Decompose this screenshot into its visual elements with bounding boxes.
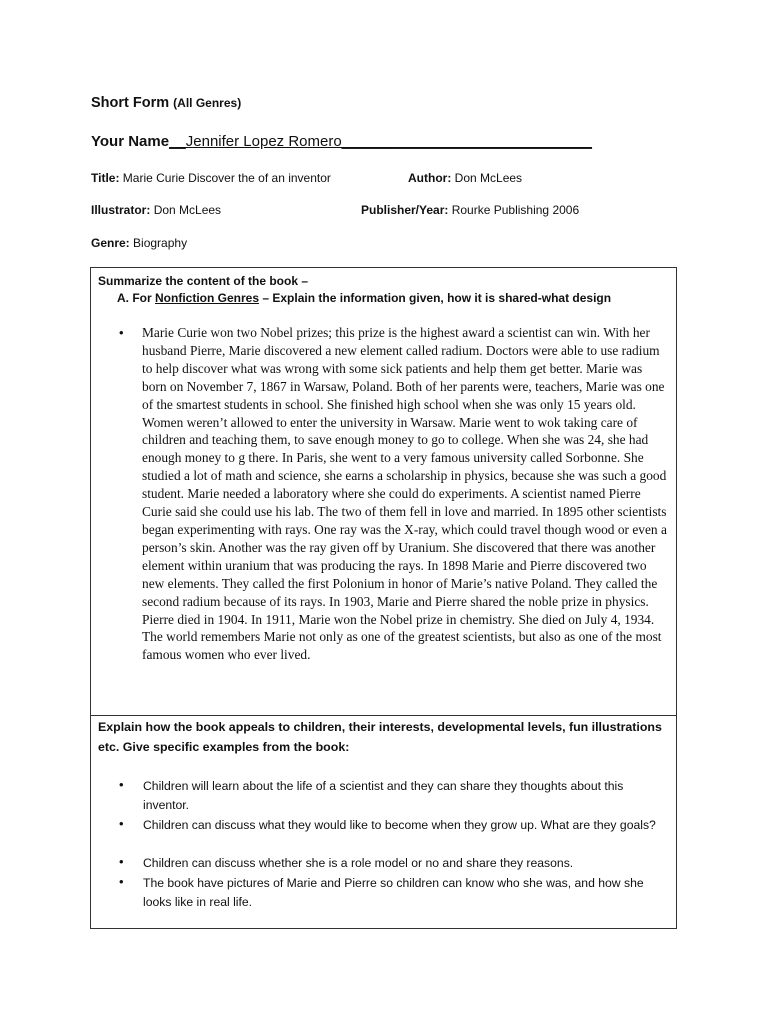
bullet-glyph: •: [119, 874, 124, 889]
bullet-glyph: •: [119, 325, 124, 340]
author-field: [408, 171, 522, 185]
genre-value: Biography: [133, 236, 188, 250]
section-divider: [91, 715, 676, 716]
form-table: [90, 267, 677, 929]
book-title-value: Marie Curie Discover the of an inventor: [122, 171, 331, 185]
illustrator-field: [91, 203, 221, 217]
bullet-glyph: •: [119, 816, 124, 831]
publisher-field: [361, 203, 579, 217]
book-title-label: Title:: [91, 171, 120, 185]
nonfiction-prefix: A. For: [117, 291, 152, 305]
form-title: [91, 95, 241, 111]
author-label: Author:: [408, 171, 452, 185]
publisher-value: Rourke Publishing 2006: [451, 203, 580, 217]
nonfiction-prompt: [117, 289, 611, 307]
appeal-bullet-3: Children can discuss whether she is a role model or no and share they reasons.: [143, 856, 574, 870]
publisher-label: Publisher/Year:: [361, 203, 449, 217]
book-summary-text: Marie Curie won two Nobel prizes; this prize is the highest award a scientist can win. With her husband Pierre, Marie discovered a new element called radium. Doctors were able to use radium to help discover what was wrong with some sick patients and help them get better. Marie was born on November 7, 1867 in Warsaw, Poland. Both of her parents were, teachers, Marie was one of the smartest students in school. She finished high school when she was only 15 years old. Women weren’t allowed to enter the university in Warsaw. Marie went to wok taking care of children and teaching them, to save enough money to go to college. When she was 24, she had enough money to g there. In Paris, she went to a very famous university called Sorbonne. She studied a lot of math and science, she earns a scholarship in physics, because she was such a good student. Marie needed a laboratory where she could do experiments. A scientist named Pierre Curie said she could use his lab. The two of them fell in love and married. In 1895 other scientists began experimenting with rays. One ray was the X-ray, which could travel though wood or even a person’s skin. Another was the ray given off by Uranium. She discovered that there was another element within uranium that was producing the rays. In 1898 Marie and Pierre discovered two new elements. They called the first Polonium in honor of Marie’s native Poland. They called the second radium because of its rays. In 1903, Marie and Pierre shared the noble prize in physics. Pierre died in 1904. In 1911, Marie won the Nobel prize in chemistry. She died on July 4, 1934. The world remembers Marie not only as one of the greatest scientists, but also as one of the most famous women who ever lived.: [142, 325, 667, 663]
appeal-bullet-4: The book have pictures of Marie and Pierre so children can know who she was, and how she looks like in real life.: [143, 876, 644, 909]
illustrator-label: Illustrator:: [91, 203, 151, 217]
bullet-glyph: •: [119, 854, 124, 869]
your-name-label: Your Name: [91, 133, 170, 150]
summary-heading: Summarize the content of the book –: [98, 274, 309, 288]
form-title-sub: (All Genres): [173, 96, 242, 110]
appeal-bullet-2: Children can discuss what they would like to become when they grow up. What are they goals?: [143, 818, 656, 832]
genre-label: Genre:: [91, 236, 130, 250]
nonfiction-underlined: Nonfiction Genres: [155, 291, 260, 305]
book-title-field: [91, 171, 331, 185]
appeal-heading: Explain how the book appeals to children, their interests, developmental levels, fun illustrations etc. Give specific examples from the book:: [98, 720, 662, 754]
bullet-glyph: •: [119, 777, 124, 792]
author-value: Don McLees: [454, 171, 523, 185]
appeal-bullet-1: Children will learn about the life of a scientist and they can share they thoughts about this inventor.: [143, 779, 624, 812]
form-title-text: Short Form: [91, 95, 170, 111]
illustrator-value: Don McLees: [153, 203, 222, 217]
your-name-line: [91, 133, 592, 150]
your-name-value: __Jennifer Lopez Romero______________________________: [169, 133, 592, 150]
nonfiction-rest: – Explain the information given, how it is shared-what design: [262, 291, 612, 305]
genre-field: [91, 236, 187, 250]
